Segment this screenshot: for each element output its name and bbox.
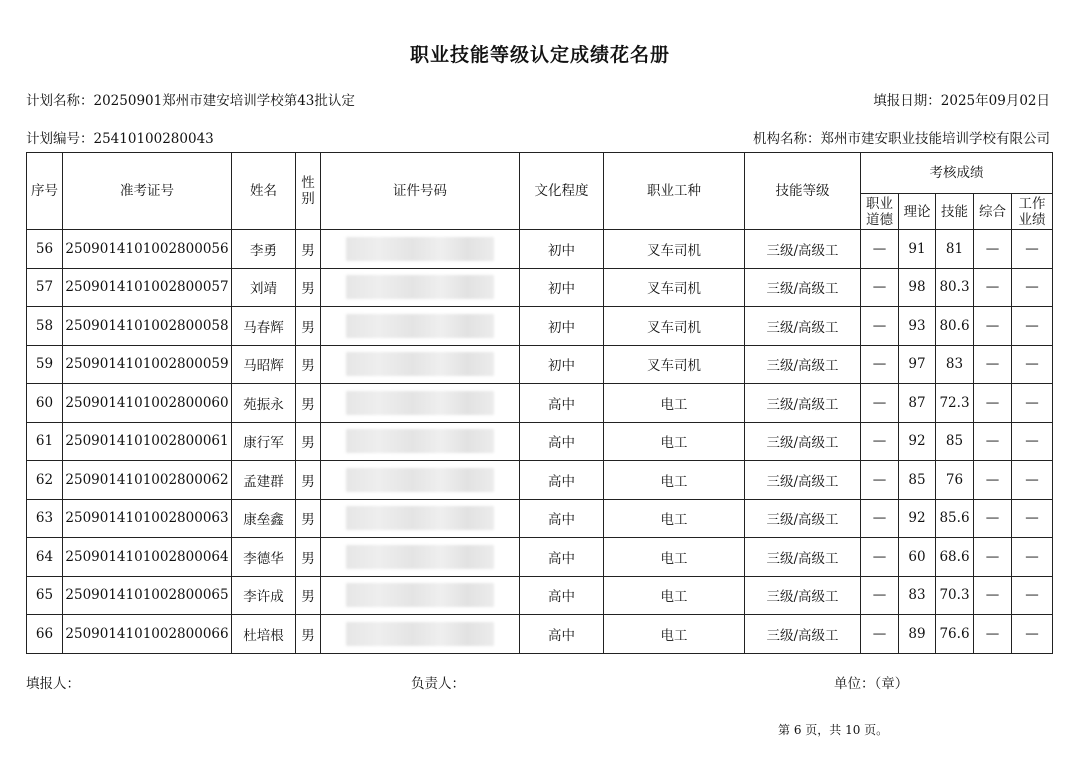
cell-gender: 男	[296, 576, 321, 615]
fill-date: 填报日期：2025年09月02日	[873, 93, 1050, 109]
cell-ethics: —	[861, 307, 899, 346]
cell-performance: —	[1012, 422, 1053, 461]
redacted-id-blur	[346, 352, 494, 376]
cell-gender: 男	[296, 461, 321, 500]
document-title: 职业技能等级认定成绩花名册	[409, 44, 670, 66]
cell-skill: 68.6	[936, 538, 974, 577]
cell-occupation: 电工	[604, 461, 745, 500]
cell-theory: 93	[899, 307, 936, 346]
table-row	[27, 268, 1053, 307]
cell-skill: 81	[936, 230, 974, 269]
table-row	[27, 422, 1053, 461]
cell-seq: 64	[27, 538, 63, 577]
header-overall: 综合	[974, 194, 1012, 230]
cell-occupation: 电工	[604, 576, 745, 615]
cell-name: 苑振永	[232, 384, 296, 423]
cell-occupation: 叉车司机	[604, 230, 745, 269]
table-row	[27, 615, 1053, 654]
cell-education: 初中	[520, 268, 604, 307]
filler-label: 填报人：	[26, 676, 80, 692]
cell-gender: 男	[296, 268, 321, 307]
plan-number: 计划编号：25410100280043	[26, 131, 214, 147]
redacted-id-blur	[346, 506, 494, 530]
redacted-id-blur	[346, 391, 494, 415]
header-ethics: 职业道德	[861, 194, 899, 230]
cell-id-number	[321, 538, 520, 577]
cell-overall: —	[974, 576, 1012, 615]
cell-performance: —	[1012, 499, 1053, 538]
cell-skill-level: 三级/高级工	[745, 461, 861, 500]
cell-occupation: 叉车司机	[604, 268, 745, 307]
cell-id-number	[321, 461, 520, 500]
cell-overall: —	[974, 345, 1012, 384]
redacted-id-blur	[346, 429, 494, 453]
cell-overall: —	[974, 230, 1012, 269]
cell-id-number	[321, 576, 520, 615]
page-number: 第 6 页，共 10 页。	[778, 723, 889, 737]
cell-skill: 80.3	[936, 268, 974, 307]
cell-occupation: 电工	[604, 422, 745, 461]
cell-occupation: 叉车司机	[604, 307, 745, 346]
redacted-id-blur	[346, 237, 494, 261]
cell-theory: 98	[899, 268, 936, 307]
cell-gender: 男	[296, 499, 321, 538]
cell-skill-level: 三级/高级工	[745, 499, 861, 538]
cell-exam-number: 2509014101002800058	[63, 307, 232, 346]
cell-seq: 58	[27, 307, 63, 346]
cell-ethics: —	[861, 384, 899, 423]
cell-overall: —	[974, 615, 1012, 654]
cell-theory: 83	[899, 576, 936, 615]
cell-ethics: —	[861, 538, 899, 577]
cell-name: 杜培根	[232, 615, 296, 654]
cell-ethics: —	[861, 268, 899, 307]
cell-seq: 56	[27, 230, 63, 269]
cell-education: 初中	[520, 230, 604, 269]
cell-skill-level: 三级/高级工	[745, 538, 861, 577]
cell-overall: —	[974, 422, 1012, 461]
cell-skill-level: 三级/高级工	[745, 422, 861, 461]
cell-ethics: —	[861, 615, 899, 654]
cell-education: 初中	[520, 345, 604, 384]
cell-seq: 63	[27, 499, 63, 538]
header-education: 文化程度	[520, 153, 604, 230]
cell-id-number	[321, 384, 520, 423]
cell-id-number	[321, 499, 520, 538]
cell-exam-number: 2509014101002800065	[63, 576, 232, 615]
cell-skill: 72.3	[936, 384, 974, 423]
cell-exam-number: 2509014101002800062	[63, 461, 232, 500]
score-roster-table	[26, 152, 1053, 654]
cell-exam-number: 2509014101002800066	[63, 615, 232, 654]
cell-ethics: —	[861, 230, 899, 269]
cell-occupation: 电工	[604, 384, 745, 423]
cell-theory: 89	[899, 615, 936, 654]
cell-seq: 60	[27, 384, 63, 423]
cell-skill: 85	[936, 422, 974, 461]
cell-performance: —	[1012, 307, 1053, 346]
cell-exam-number: 2509014101002800056	[63, 230, 232, 269]
cell-name: 刘靖	[232, 268, 296, 307]
cell-theory: 92	[899, 422, 936, 461]
cell-exam-number: 2509014101002800057	[63, 268, 232, 307]
cell-theory: 60	[899, 538, 936, 577]
cell-name: 孟建群	[232, 461, 296, 500]
header-skill-level: 技能等级	[745, 153, 861, 230]
table-row	[27, 499, 1053, 538]
unit-seal-label: 单位：（章）	[834, 676, 909, 692]
cell-exam-number: 2509014101002800064	[63, 538, 232, 577]
cell-overall: —	[974, 384, 1012, 423]
header-assessment-scores: 考核成绩	[861, 153, 1053, 194]
cell-skill-level: 三级/高级工	[745, 576, 861, 615]
cell-education: 高中	[520, 384, 604, 423]
roster-body	[27, 230, 1053, 654]
cell-id-number	[321, 307, 520, 346]
cell-performance: —	[1012, 461, 1053, 500]
cell-name: 马昭辉	[232, 345, 296, 384]
cell-name: 李勇	[232, 230, 296, 269]
header-performance: 工作业绩	[1012, 194, 1053, 230]
cell-ethics: —	[861, 576, 899, 615]
cell-skill-level: 三级/高级工	[745, 230, 861, 269]
cell-exam-number: 2509014101002800063	[63, 499, 232, 538]
cell-performance: —	[1012, 345, 1053, 384]
cell-occupation: 电工	[604, 538, 745, 577]
cell-skill: 83	[936, 345, 974, 384]
cell-exam-number: 2509014101002800060	[63, 384, 232, 423]
header-skill: 技能	[936, 194, 974, 230]
cell-performance: —	[1012, 230, 1053, 269]
cell-seq: 57	[27, 268, 63, 307]
cell-skill: 76.6	[936, 615, 974, 654]
header-exam-number: 准考证号	[63, 153, 232, 230]
cell-performance: —	[1012, 538, 1053, 577]
cell-occupation: 叉车司机	[604, 345, 745, 384]
cell-performance: —	[1012, 615, 1053, 654]
cell-id-number	[321, 345, 520, 384]
cell-education: 初中	[520, 307, 604, 346]
table-row	[27, 461, 1053, 500]
cell-gender: 男	[296, 307, 321, 346]
cell-ethics: —	[861, 499, 899, 538]
cell-performance: —	[1012, 268, 1053, 307]
redacted-id-blur	[346, 583, 494, 607]
cell-name: 李许成	[232, 576, 296, 615]
cell-seq: 66	[27, 615, 63, 654]
cell-education: 高中	[520, 461, 604, 500]
cell-theory: 97	[899, 345, 936, 384]
cell-skill-level: 三级/高级工	[745, 384, 861, 423]
cell-gender: 男	[296, 345, 321, 384]
cell-overall: —	[974, 307, 1012, 346]
table-row	[27, 307, 1053, 346]
cell-name: 康行军	[232, 422, 296, 461]
cell-skill-level: 三级/高级工	[745, 615, 861, 654]
cell-theory: 85	[899, 461, 936, 500]
cell-education: 高中	[520, 615, 604, 654]
cell-education: 高中	[520, 538, 604, 577]
cell-skill-level: 三级/高级工	[745, 268, 861, 307]
cell-skill: 80.6	[936, 307, 974, 346]
cell-name: 李德华	[232, 538, 296, 577]
cell-ethics: —	[861, 345, 899, 384]
cell-gender: 男	[296, 538, 321, 577]
cell-exam-number: 2509014101002800059	[63, 345, 232, 384]
cell-occupation: 电工	[604, 499, 745, 538]
cell-theory: 92	[899, 499, 936, 538]
redacted-id-blur	[346, 314, 494, 338]
cell-skill: 85.6	[936, 499, 974, 538]
cell-seq: 59	[27, 345, 63, 384]
table-row	[27, 230, 1053, 269]
cell-theory: 87	[899, 384, 936, 423]
cell-performance: —	[1012, 576, 1053, 615]
organization-name: 机构名称：郑州市建安职业技能培训学校有限公司	[753, 131, 1050, 147]
cell-skill: 76	[936, 461, 974, 500]
cell-occupation: 电工	[604, 615, 745, 654]
header-occupation: 职业工种	[604, 153, 745, 230]
redacted-id-blur	[346, 545, 494, 569]
header-id-number: 证件号码	[321, 153, 520, 230]
cell-overall: —	[974, 268, 1012, 307]
cell-gender: 男	[296, 384, 321, 423]
header-seq: 序号	[27, 153, 63, 230]
cell-overall: —	[974, 461, 1012, 500]
cell-id-number	[321, 230, 520, 269]
cell-overall: —	[974, 499, 1012, 538]
cell-id-number	[321, 422, 520, 461]
cell-theory: 91	[899, 230, 936, 269]
redacted-id-blur	[346, 468, 494, 492]
cell-id-number	[321, 615, 520, 654]
plan-name: 计划名称：20250901郑州市建安培训学校第43批认定	[26, 93, 355, 109]
header-theory: 理论	[899, 194, 936, 230]
redacted-id-blur	[346, 622, 494, 646]
cell-education: 高中	[520, 576, 604, 615]
cell-skill: 70.3	[936, 576, 974, 615]
cell-gender: 男	[296, 615, 321, 654]
cell-education: 高中	[520, 499, 604, 538]
cell-seq: 65	[27, 576, 63, 615]
cell-skill-level: 三级/高级工	[745, 345, 861, 384]
header-name: 姓名	[232, 153, 296, 230]
header-gender: 性别	[296, 153, 321, 230]
cell-name: 康垒鑫	[232, 499, 296, 538]
cell-ethics: —	[861, 422, 899, 461]
cell-ethics: —	[861, 461, 899, 500]
responsible-label: 负责人：	[411, 676, 465, 692]
table-row	[27, 384, 1053, 423]
cell-performance: —	[1012, 384, 1053, 423]
cell-seq: 62	[27, 461, 63, 500]
cell-seq: 61	[27, 422, 63, 461]
cell-overall: —	[974, 538, 1012, 577]
cell-gender: 男	[296, 230, 321, 269]
table-row	[27, 538, 1053, 577]
cell-id-number	[321, 268, 520, 307]
cell-education: 高中	[520, 422, 604, 461]
redacted-id-blur	[346, 275, 494, 299]
table-row	[27, 576, 1053, 615]
cell-name: 马春辉	[232, 307, 296, 346]
cell-skill-level: 三级/高级工	[745, 307, 861, 346]
cell-exam-number: 2509014101002800061	[63, 422, 232, 461]
cell-gender: 男	[296, 422, 321, 461]
table-row	[27, 345, 1053, 384]
